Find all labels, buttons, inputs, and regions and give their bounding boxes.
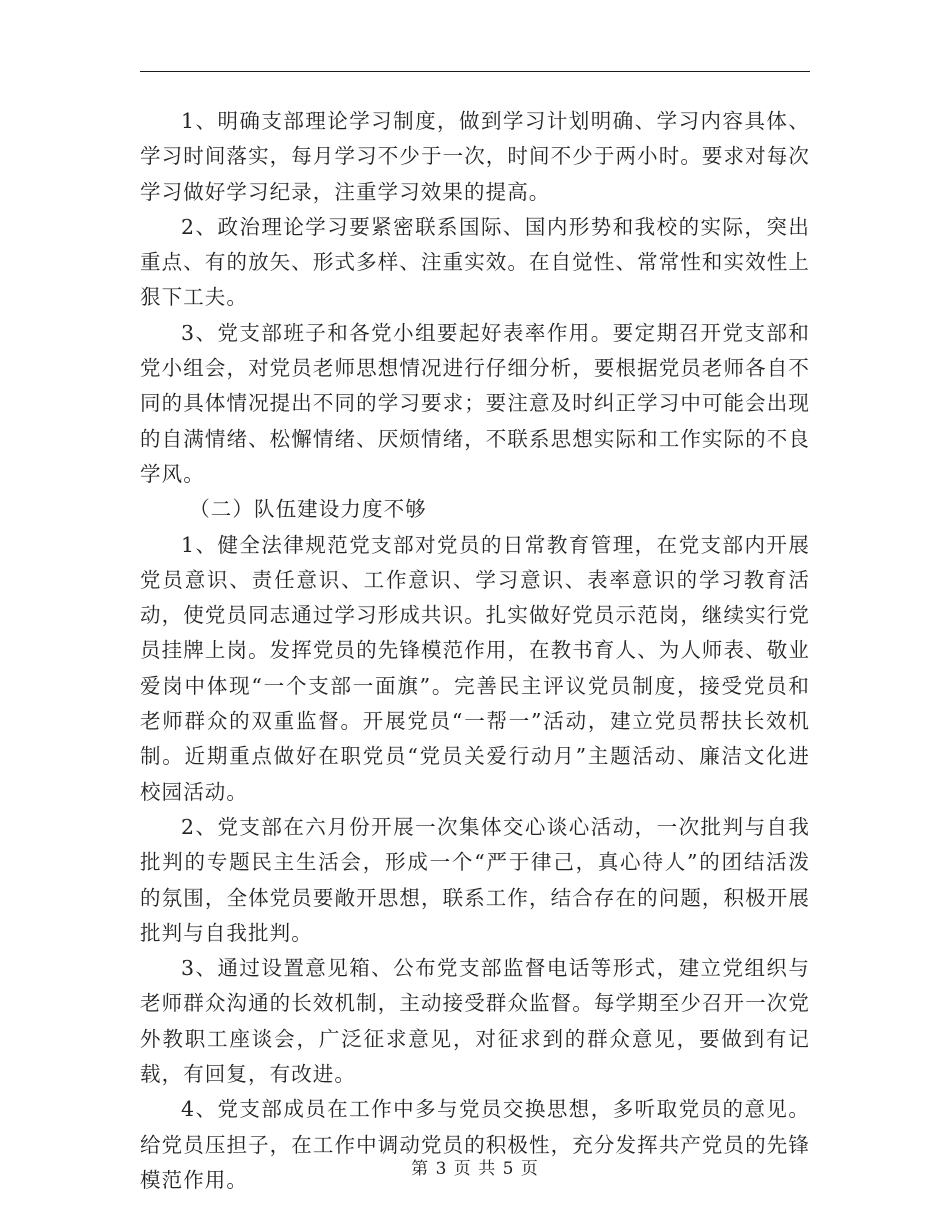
paragraph-4: 1、健全法律规范党支部对党员的日常教育管理，在党支部内开展党员意识、责任意识、工作意识、学习意识、表率意识的学习教育活动，使党员同志通过学习形成共识。扎实做好党员示范岗，继续实行党员挂牌上岗。发挥党员的先锋模范作用，在教书育人、为人师表、敬业爱岗中体现“一个支部一面旗”。完善民主评议党员制度，接受党员和老师群众的双重监督。开展党员“一帮一”活动，建立党员帮扶长效机制。近期重点做好在职党员“党员关爱行动月”主题活动、廉洁文化进校园活动。	[140, 532, 810, 804]
document-body	[140, 104, 810, 1198]
paragraph-2: 2、政治理论学习要紧密联系国际、国内形势和我校的实际，突出重点、有的放矢、形式多样、注重实效。在自觉性、常常性和实效性上狠下工夫。	[140, 214, 810, 310]
paragraph-7: 4、党支部成员在工作中多与党员交换思想，多听取党员的意见。给党员压担子，在工作中调动党员的积极性，充分发挥共产党员的先锋模范作用。	[140, 1097, 810, 1192]
paragraph-5: 2、党支部在六月份开展一次集体交心谈心活动，一次批判与自我批判的专题民主生活会，形成一个“严于律己，真心待人”的团结活泼的氛围，全体党员要敞开思想，联系工作，结合存在的问题，积极开展批判与自我批判。	[140, 814, 810, 945]
paragraph-1: 1、明确支部理论学习制度，做到学习计划明确、学习内容具体、学习时间落实，每月学习不少于一次，时间不少于两小时。要求对每次学习做好学习纪录，注重学习效果的提高。	[140, 109, 810, 204]
header-rule	[140, 71, 810, 72]
page-number: 第 3 页 共 5 页	[411, 1159, 539, 1179]
paragraph-6: 3、通过设置意见箱、公布党支部监督电话等形式，建立党组织与老师群众沟通的长效机制，主动接受群众监督。每学期至少召开一次党外教职工座谈会，广泛征求意见，对征求到的群众意见，要做到有记载，有回复，有改进。	[140, 956, 810, 1087]
section-heading: （二）队伍建设力度不够	[189, 497, 427, 522]
paragraph-3: 3、党支部班子和各党小组要起好表率作用。要定期召开党支部和党小组会，对党员老师思想情况进行仔细分析，要根据党员老师各自不同的具体情况提出不同的学习要求；要注意及时纠正学习中可能会出现的自满情绪、松懈情绪、厌烦情绪，不联系思想实际和工作实际的不良学风。	[140, 320, 810, 486]
